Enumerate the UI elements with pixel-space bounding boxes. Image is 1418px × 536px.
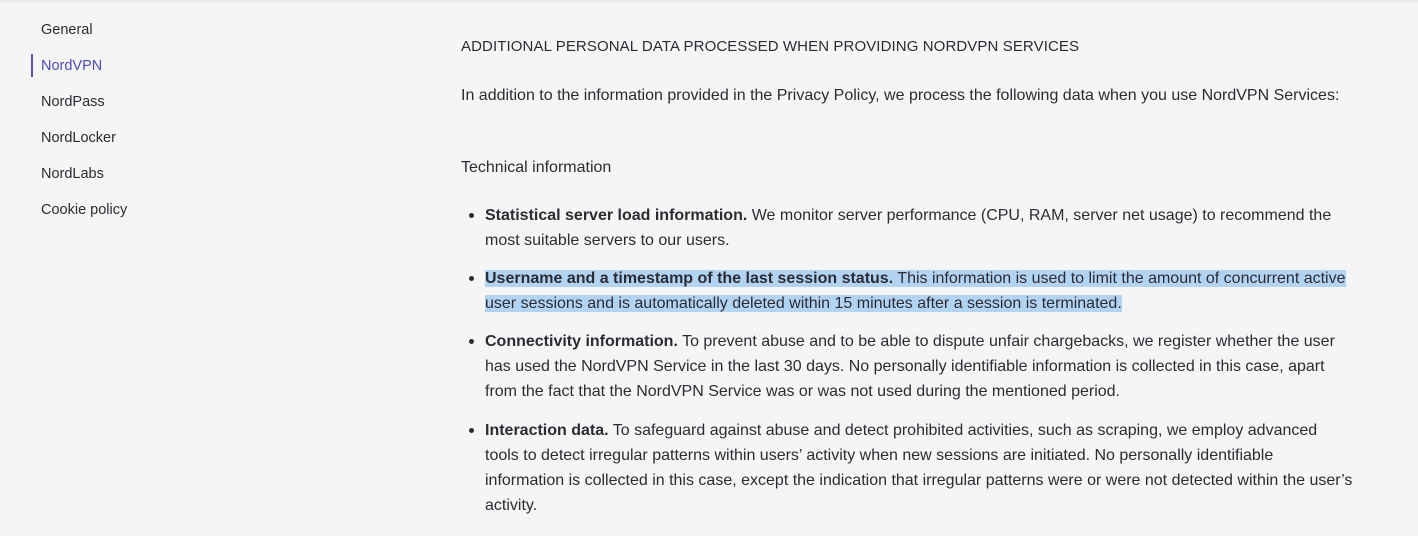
bullet-text: We monitor server performance (CPU, RAM, server net usage) to recommend the most suitable servers to our users. (485, 207, 1332, 249)
bullet-title: Username and a timestamp of the last session status. (485, 270, 894, 287)
sidebar-nav (0, 0, 300, 536)
intro-paragraph: In addition to the information provided in the Privacy Policy, we process the following data when you use NordVPN Services: (461, 87, 1340, 104)
bullet-text: To safeguard against abuse and detect prohibited activities, such as scraping, we employ advanced tools to detect irregular patterns within users’ activity when new sessions are initiated. No personally identifiable information is collected in this case, except the indication that irregular patterns were or were not detected within the user’s activity. (485, 422, 1353, 514)
active-nav-indicator (31, 54, 33, 77)
bullet-icon (469, 276, 474, 281)
bullet-text: This information is used to limit the amount of concurrent active user sessions and is automatically deleted within 15 minutes after a session is terminated. (485, 270, 1346, 312)
bullet-title: Connectivity information. (485, 333, 678, 350)
sidebar-item-nordpass[interactable]: NordPass (41, 94, 105, 110)
sidebar-item-nordlabs[interactable]: NordLabs (41, 166, 104, 182)
section-heading: ADDITIONAL PERSONAL DATA PROCESSED WHEN PROVIDING NORDVPN SERVICES (461, 38, 1080, 55)
sidebar-item-cookie-policy[interactable]: Cookie policy (41, 202, 128, 218)
bullet-icon (469, 213, 474, 218)
list-item (485, 203, 1355, 253)
bullet-icon (469, 428, 474, 433)
bullet-title: Statistical server load information. (485, 207, 748, 224)
bullet-icon (469, 339, 474, 344)
technical-information-heading: Technical information (461, 159, 612, 176)
list-item-highlighted (485, 266, 1355, 316)
sidebar-item-general[interactable]: General (41, 22, 93, 38)
list-item (485, 329, 1355, 404)
sidebar-item-nordvpn[interactable]: NordVPN (41, 58, 103, 74)
bullet-title: Interaction data. (485, 422, 609, 439)
bullet-text: To prevent abuse and to be able to dispute unfair chargebacks, we register whether the user has used the NordVPN Service in the last 30 days. No personally identifiable information is collected in this case, apart from the fact that the NordVPN Service was or was not used during the mentioned period. (485, 333, 1335, 400)
list-item (485, 418, 1355, 518)
sidebar-item-nordlocker[interactable]: NordLocker (41, 130, 116, 146)
